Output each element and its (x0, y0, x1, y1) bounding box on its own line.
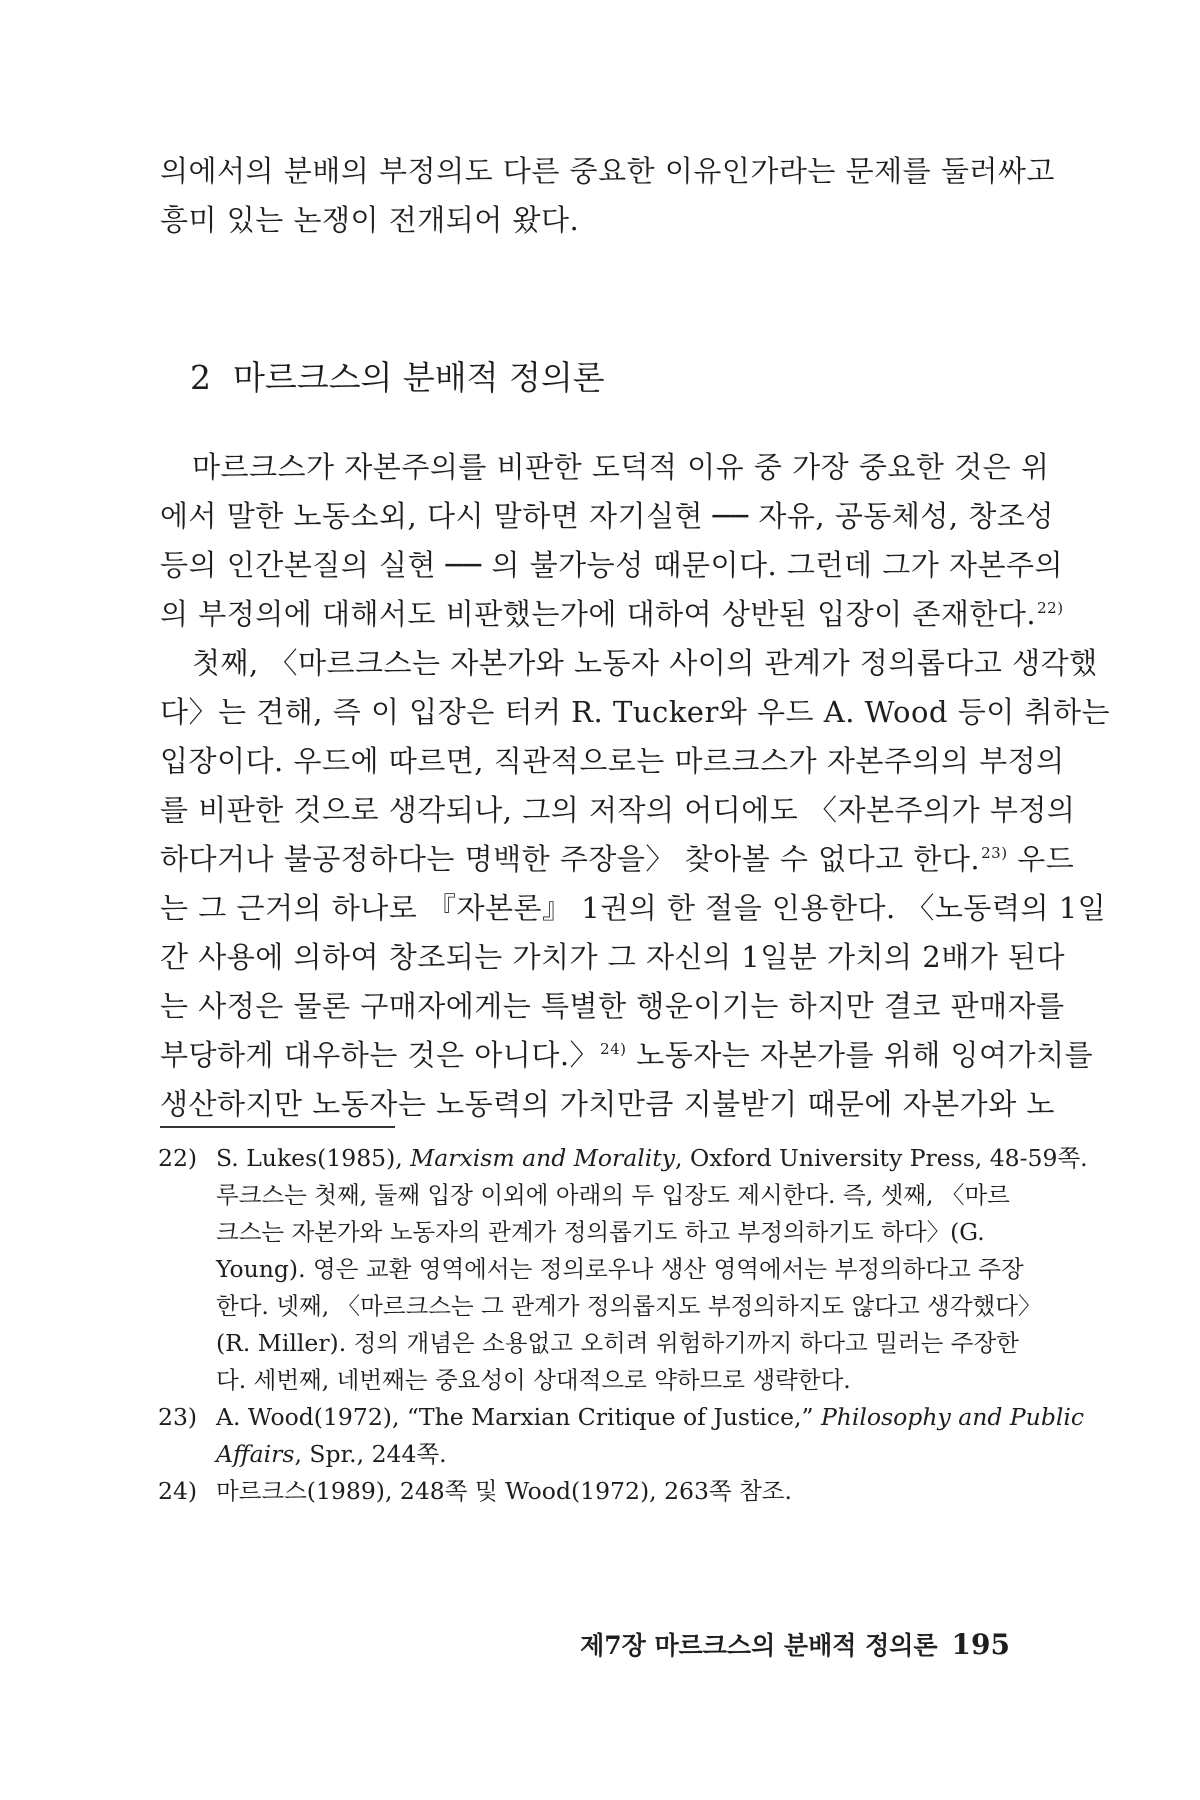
footnote-24 (158, 1473, 1048, 1510)
text-line: 다〉는 견해, 즉 이 입장은 터커 R. Tucker와 우드 A. Wood 등이 취하는 (160, 695, 1110, 729)
text-line: 에서 말한 노동소외, 다시 말하면 자기실현 ── 자유, 공동체성, 창조성 (160, 499, 1054, 533)
footnote-divider (160, 1126, 395, 1128)
text-line: 크스는 자본가와 노동자의 관계가 정의롭기도 하고 부정의하기도 하다〉(G. (216, 1218, 985, 1246)
journal-title: Affairs (216, 1440, 295, 1468)
text-line: (R. Miller). 정의 개념은 소용없고 오히려 위험하기까지 하다고 밀러는 주장한 (216, 1329, 1019, 1357)
journal-title: Philosophy and Public (820, 1403, 1085, 1431)
text-line: 다. 세번째, 네번째는 중요성이 상대적으로 약하므로 생략한다. (216, 1366, 851, 1394)
footnote-number: 24) (158, 1477, 198, 1505)
footnote-23 (158, 1399, 1085, 1473)
text-line: 첫째, 〈마르크스는 자본가와 노동자 사이의 관계가 정의롭다고 생각했 (192, 646, 1098, 680)
section-title: 마르크스의 분배적 정의론 (233, 358, 605, 397)
text-line: 의 부정의에 대해서도 비판했는가에 대하여 상반된 입장이 존재한다.$^{22)}$ (160, 597, 1064, 631)
intro-text (160, 147, 1055, 245)
paragraph-2 (160, 639, 1110, 1129)
section-heading (190, 352, 605, 399)
text-line: 는 그 근거의 하나로 『자본론』 1권의 한 절을 인용한다. 〈노동력의 1일 (160, 891, 1107, 925)
footnote-body (216, 1473, 1048, 1510)
intro-paragraph (160, 147, 1055, 245)
text-line: 간 사용에 의하여 창조되는 가치가 그 자신의 1일분 가치의 2배가 된다 (160, 940, 1065, 974)
book-title: Marxism and Morality (410, 1144, 675, 1172)
footnote-number: 23) (158, 1403, 198, 1431)
text-line: Young). 영은 교환 영역에서는 정의로우나 생산 영역에서는 부정의하다고 주장 (216, 1255, 1024, 1283)
text-line: S. Lukes(1985), Marxism and Morality, Oxford University Press, 48-59쪽. (216, 1144, 1088, 1172)
footnote-number: 22) (158, 1144, 198, 1172)
text-line: 하다거나 불공정하다는 명백한 주장을〉 찾아볼 수 없다고 한다.$^{23)}$ 우드 (160, 842, 1075, 876)
footnote-ref-24[interactable]: 24) (600, 1040, 627, 1059)
text-line: Affairs, Spr., 244쪽. (216, 1440, 447, 1468)
paragraph-1 (160, 443, 1064, 639)
section-number: 2 (190, 358, 211, 397)
footnote-ref-23[interactable]: 23) (981, 844, 1008, 863)
text-line: 한다. 넷째, 〈마르크스는 그 관계가 정의롭지도 부정의하지도 않다고 생각했다〉 (216, 1292, 1042, 1320)
text-line: 마르크스(1989), 248쪽 및 Wood(1972), 263쪽 참조. (216, 1477, 792, 1505)
text-line: 부당하게 대우하는 것은 아니다.〉$^{24)}$ 노동자는 자본가를 위해 잉여가치를 (160, 1038, 1094, 1072)
text-line: 루크스는 첫째, 둘째 입장 이외에 아래의 두 입장도 제시한다. 즉, 셋째, 〈마르 (216, 1181, 1010, 1209)
text-line: 의에서의 분배의 부정의도 다른 중요한 이유인가라는 문제를 둘러싸고 (160, 154, 1055, 188)
footnotes (158, 1140, 1088, 1510)
text-line: 흥미 있는 논쟁이 전개되어 왔다. (160, 203, 580, 237)
chapter-title: 제7장 마르크스의 분배적 정의론 (580, 1631, 938, 1660)
footnote-body (216, 1399, 1084, 1473)
text-line: 마르크스가 자본주의를 비판한 도덕적 이유 중 가장 중요한 것은 위 (192, 450, 1050, 484)
text-line: 를 비판한 것으로 생각되나, 그의 저작의 어디에도 〈자본주의가 부정의 (160, 793, 1076, 827)
footnote-body (216, 1140, 1088, 1399)
body-text (160, 443, 1110, 1129)
text-line: 는 사정은 물론 구매자에게는 특별한 행운이기는 하지만 결코 판매자를 (160, 989, 1065, 1023)
text-line: 생산하지만 노동자는 노동력의 가치만큼 지불받기 때문에 자본가와 노 (160, 1087, 1055, 1121)
text-line: A. Wood(1972), “The Marxian Critique of Justice,” Philosophy and Public (216, 1403, 1085, 1431)
running-footer (580, 1626, 1010, 1662)
text-line: 입장이다. 우드에 따르면, 직관적으로는 마르크스가 자본주의의 부정의 (160, 744, 1065, 778)
footnote-22 (158, 1140, 1088, 1399)
footnote-ref-22[interactable]: 22) (1037, 599, 1064, 618)
page-number: 195 (951, 1628, 1010, 1661)
text-line: 등의 인간본질의 실현 ── 의 불가능성 때문이다. 그런데 그가 자본주의 (160, 548, 1063, 582)
